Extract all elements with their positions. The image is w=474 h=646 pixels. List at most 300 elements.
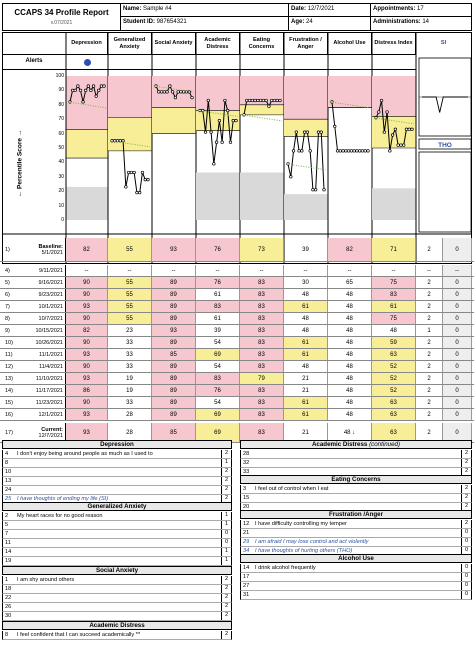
item-row bbox=[2, 486, 232, 495]
y-tick-label: 30 bbox=[58, 173, 64, 180]
data-point bbox=[224, 99, 227, 102]
table-cell: 39 bbox=[284, 238, 328, 261]
table-cell: 73 bbox=[240, 238, 284, 261]
table-cell: 61 bbox=[196, 289, 240, 300]
item-number: 32 bbox=[243, 460, 250, 466]
table-cell: 90 bbox=[66, 289, 108, 300]
table-cell: 54 bbox=[196, 397, 240, 408]
table-row bbox=[0, 397, 474, 409]
item-number: 8 bbox=[5, 460, 9, 466]
data-point bbox=[361, 150, 364, 153]
table-cell: -- bbox=[372, 265, 416, 276]
data-point bbox=[303, 131, 306, 134]
data-point bbox=[95, 95, 98, 98]
data-point bbox=[157, 91, 160, 94]
data-point bbox=[84, 89, 87, 92]
table-cell: 69 bbox=[196, 409, 240, 420]
item-number: 8 bbox=[5, 632, 9, 638]
data-point bbox=[323, 188, 326, 191]
table-cell: 83 bbox=[372, 289, 416, 300]
data-point bbox=[342, 150, 345, 153]
data-point bbox=[345, 150, 348, 153]
item-score: 0 bbox=[461, 582, 471, 590]
low-band bbox=[66, 187, 108, 220]
item-score: 0 bbox=[461, 547, 471, 555]
table-cell: 83 bbox=[240, 385, 284, 396]
data-point bbox=[204, 131, 207, 134]
data-point bbox=[221, 141, 224, 144]
item-row bbox=[240, 494, 472, 503]
table-cell: 63 bbox=[372, 409, 416, 420]
table-cell: 79 bbox=[240, 373, 284, 384]
table-cell: -- bbox=[108, 265, 152, 276]
data-point bbox=[320, 131, 323, 134]
item-number: 13 bbox=[5, 478, 12, 484]
table-row bbox=[0, 265, 474, 277]
table-cell: 89 bbox=[152, 409, 196, 420]
item-row bbox=[240, 591, 472, 600]
table-cell: 52 bbox=[372, 373, 416, 384]
data-point bbox=[138, 191, 141, 194]
table-cell: 28 bbox=[108, 409, 152, 420]
data-point bbox=[270, 99, 273, 102]
data-point bbox=[353, 150, 356, 153]
row-label: 10) 10/26/2021 bbox=[2, 337, 66, 348]
item-text: I have thoughts of ending my life (SI) bbox=[17, 496, 109, 502]
data-point bbox=[268, 105, 271, 108]
table-cell: 48 bbox=[328, 409, 372, 420]
item-number: 25 bbox=[5, 496, 12, 502]
table-cell: -- bbox=[416, 265, 443, 276]
table-cell: 61 bbox=[284, 337, 328, 348]
data-point bbox=[144, 178, 147, 181]
table-cell: 59 bbox=[372, 337, 416, 348]
table-cell: 83 bbox=[240, 337, 284, 348]
section-header-depression: Depression bbox=[2, 440, 232, 449]
table-cell: 0 bbox=[443, 337, 472, 348]
table-cell: 55 bbox=[108, 301, 152, 312]
column-header-depression: Depression bbox=[66, 33, 108, 54]
table-cell: 76 bbox=[196, 238, 240, 261]
table-cell: 65 bbox=[328, 277, 372, 288]
table-cell: 90 bbox=[66, 337, 108, 348]
data-point bbox=[397, 144, 400, 147]
item-row bbox=[240, 485, 472, 494]
table-cell: 0 bbox=[443, 409, 472, 420]
item-text: I have thoughts of hurting others (THO) bbox=[255, 548, 353, 554]
table-cell: 0 bbox=[443, 289, 472, 300]
table-cell: 93 bbox=[66, 301, 108, 312]
item-text: My heart races for no good reason bbox=[17, 513, 103, 519]
table-cell: 63 bbox=[372, 397, 416, 408]
table-cell: 2 bbox=[416, 313, 443, 324]
item-number: 14 bbox=[5, 549, 12, 555]
table-cell: 48 bbox=[328, 397, 372, 408]
item-text: I am afraid I may lose control and act violently bbox=[255, 539, 369, 545]
item-number: 18 bbox=[5, 586, 12, 592]
data-point bbox=[377, 111, 380, 114]
table-cell: 48 bbox=[328, 337, 372, 348]
table-cell: 61 bbox=[284, 349, 328, 360]
data-point bbox=[210, 131, 213, 134]
table-cell: 90 bbox=[66, 313, 108, 324]
table-cell: -- bbox=[196, 265, 240, 276]
data-point bbox=[127, 171, 130, 174]
table-cell: 83 bbox=[240, 313, 284, 324]
data-point bbox=[160, 91, 163, 94]
data-point bbox=[276, 99, 279, 102]
data-point bbox=[177, 91, 180, 94]
data-point bbox=[82, 101, 85, 104]
table-cell: 93 bbox=[66, 349, 108, 360]
moderate-band bbox=[152, 108, 196, 134]
data-point bbox=[229, 141, 232, 144]
table-cell: 89 bbox=[152, 289, 196, 300]
item-text: I feel out of control when I eat bbox=[255, 486, 329, 492]
table-cell: 2 bbox=[416, 289, 443, 300]
appointments-field: Appointments: 17 bbox=[373, 6, 424, 12]
table-cell: 33 bbox=[108, 337, 152, 348]
column-header-generalized-anxiety: Generalized Anxiety bbox=[108, 33, 152, 54]
item-score: 0 bbox=[461, 573, 471, 581]
table-cell: 48 bbox=[328, 385, 372, 396]
data-point bbox=[350, 150, 353, 153]
data-point bbox=[136, 191, 139, 194]
item-number: 5 bbox=[5, 522, 9, 528]
table-cell: 48 bbox=[328, 349, 372, 360]
low-band bbox=[372, 188, 416, 220]
item-score: 0 bbox=[461, 591, 471, 599]
item-text: I am shy around others bbox=[17, 577, 75, 583]
report-version: v.07/2021 bbox=[50, 20, 73, 26]
data-point bbox=[191, 96, 194, 99]
table-cell: 1 bbox=[416, 325, 443, 336]
item-score: 1 bbox=[221, 548, 231, 556]
table-cell: 48 bbox=[328, 301, 372, 312]
y-tick-label: 60 bbox=[58, 130, 64, 137]
table-cell: 89 bbox=[152, 301, 196, 312]
table-row bbox=[0, 289, 474, 301]
table-cell: 28 bbox=[108, 423, 152, 442]
table-cell: 21 bbox=[284, 373, 328, 384]
table-cell: 2 bbox=[416, 277, 443, 288]
data-point bbox=[226, 109, 229, 112]
data-point bbox=[364, 150, 367, 153]
item-score: 2 bbox=[461, 459, 471, 467]
data-point bbox=[314, 188, 317, 191]
data-point bbox=[254, 99, 257, 102]
data-point bbox=[163, 91, 166, 94]
data-point bbox=[79, 89, 82, 92]
data-point bbox=[174, 96, 177, 99]
data-point bbox=[289, 176, 292, 179]
data-point bbox=[317, 131, 320, 134]
table-cell: 48 bbox=[372, 325, 416, 336]
data-point bbox=[122, 140, 125, 143]
table-cell: -- bbox=[240, 265, 284, 276]
item-row bbox=[2, 539, 232, 548]
y-tick-label: 100 bbox=[55, 73, 64, 79]
item-score: 0 bbox=[221, 530, 231, 538]
item-number: 26 bbox=[5, 604, 12, 610]
section-header-soc-anx: Social Anxiety bbox=[2, 566, 232, 575]
table-cell: 93 bbox=[66, 373, 108, 384]
scale-trend-line bbox=[288, 132, 324, 190]
table-row bbox=[0, 325, 474, 337]
data-point bbox=[367, 150, 370, 153]
item-number: 30 bbox=[5, 613, 12, 619]
item-score: 2 bbox=[221, 468, 231, 476]
item-number: 28 bbox=[243, 451, 250, 457]
column-header-academic-distress: Academic Distress bbox=[196, 33, 240, 54]
item-score: 2 bbox=[221, 576, 231, 584]
y-tick-label: 80 bbox=[58, 101, 64, 108]
table-cell: 19 bbox=[108, 385, 152, 396]
item-row bbox=[2, 594, 232, 603]
item-number: 33 bbox=[243, 469, 250, 475]
item-number: 17 bbox=[243, 574, 250, 580]
table-cell: 0 bbox=[443, 373, 472, 384]
item-row bbox=[2, 612, 232, 621]
y-tick-label: 90 bbox=[58, 87, 64, 94]
table-cell: 33 bbox=[108, 361, 152, 372]
data-point bbox=[411, 128, 414, 131]
table-cell: 82 bbox=[66, 325, 108, 336]
table-cell: 54 bbox=[196, 361, 240, 372]
table-cell: 2 bbox=[416, 238, 443, 261]
table-cell: -- bbox=[66, 265, 108, 276]
data-point bbox=[391, 134, 394, 137]
item-row bbox=[2, 521, 232, 530]
table-cell: 93 bbox=[152, 238, 196, 261]
table-cell: 2 bbox=[416, 373, 443, 384]
table-cell: 48 bbox=[284, 313, 328, 324]
data-point bbox=[402, 144, 405, 147]
table-cell: 93 bbox=[66, 423, 108, 442]
data-point bbox=[333, 125, 336, 128]
item-text: I feel confident that I can succeed academically ** bbox=[17, 632, 141, 638]
elevated-band bbox=[284, 76, 328, 119]
section-header-gen-anx: Generalized Anxiety bbox=[2, 502, 232, 511]
table-cell: 90 bbox=[66, 277, 108, 288]
item-score: 2 bbox=[221, 631, 231, 639]
item-number: 24 bbox=[5, 487, 12, 493]
table-cell: 55 bbox=[108, 277, 152, 288]
item-row bbox=[2, 603, 232, 612]
table-cell: 89 bbox=[152, 361, 196, 372]
item-row bbox=[2, 459, 232, 468]
item-row bbox=[2, 548, 232, 557]
item-number: 1 bbox=[5, 577, 9, 583]
table-cell: 30 bbox=[284, 277, 328, 288]
item-score: 0 bbox=[221, 539, 231, 547]
data-point bbox=[141, 171, 144, 174]
data-point bbox=[74, 89, 77, 92]
table-row bbox=[0, 301, 474, 313]
data-point bbox=[100, 85, 103, 88]
student-id-field: Student ID: 987654321 bbox=[123, 19, 187, 25]
table-cell: 21 bbox=[284, 423, 328, 442]
table-cell: 2 bbox=[416, 385, 443, 396]
table-cell: 76 bbox=[196, 277, 240, 288]
table-cell: 83 bbox=[240, 289, 284, 300]
data-point bbox=[90, 89, 93, 92]
table-cell: 61 bbox=[284, 301, 328, 312]
table-cell: -- bbox=[443, 265, 472, 276]
column-header-distress-index: Distress Index bbox=[372, 33, 416, 54]
item-number: 29 bbox=[243, 539, 250, 545]
table-cell: 83 bbox=[240, 325, 284, 336]
table-cell: 89 bbox=[152, 337, 196, 348]
item-number: 21 bbox=[243, 530, 250, 536]
item-number: 10 bbox=[5, 469, 12, 475]
y-tick-label: 70 bbox=[58, 116, 64, 123]
table-cell: 83 bbox=[240, 397, 284, 408]
data-point bbox=[273, 99, 276, 102]
data-point bbox=[232, 119, 235, 122]
table-cell: 0 bbox=[443, 349, 472, 360]
table-cell: 2 bbox=[416, 423, 443, 442]
y-tick-label: 10 bbox=[58, 202, 64, 209]
table-cell: 83 bbox=[196, 373, 240, 384]
table-cell: 85 bbox=[152, 423, 196, 442]
row-label: 5) 9/16/2021 bbox=[2, 277, 66, 288]
row-label: 14) 11/17/2021 bbox=[2, 385, 66, 396]
item-row bbox=[240, 538, 472, 547]
data-point bbox=[339, 150, 342, 153]
data-point bbox=[125, 186, 128, 189]
low-band bbox=[240, 172, 284, 220]
table-cell: 61 bbox=[196, 313, 240, 324]
item-number: 2 bbox=[5, 513, 9, 519]
item-score: 0 bbox=[461, 538, 471, 546]
table-cell: 83 bbox=[240, 301, 284, 312]
table-cell: 48 bbox=[284, 325, 328, 336]
y-tick-label: 40 bbox=[58, 159, 64, 166]
table-cell: 48 bbox=[328, 325, 372, 336]
table-row bbox=[0, 277, 474, 289]
data-point bbox=[215, 141, 218, 144]
item-score: 1 bbox=[221, 521, 231, 529]
row-label: 7) 10/1/2021 bbox=[2, 301, 66, 312]
table-cell: 89 bbox=[152, 313, 196, 324]
data-point bbox=[147, 178, 150, 181]
data-point bbox=[97, 89, 100, 92]
table-cell: -- bbox=[284, 265, 328, 276]
data-point bbox=[309, 150, 312, 153]
item-number: 3 bbox=[243, 486, 247, 492]
table-cell: 2 bbox=[416, 361, 443, 372]
table-cell: 90 bbox=[66, 397, 108, 408]
row-label: 9) 10/15/2021 bbox=[2, 325, 66, 336]
table-cell: 63 bbox=[372, 349, 416, 360]
table-cell: 83 bbox=[240, 409, 284, 420]
item-number: 27 bbox=[243, 583, 250, 589]
table-cell: 90 bbox=[66, 361, 108, 372]
elevated-band bbox=[372, 76, 416, 116]
column-header-social-anxiety: Social Anxiety bbox=[152, 33, 196, 54]
table-cell: 83 bbox=[240, 423, 284, 442]
table-row bbox=[0, 337, 474, 349]
table-cell: 21 bbox=[284, 385, 328, 396]
table-cell: 75 bbox=[372, 313, 416, 324]
profile-plot bbox=[0, 0, 474, 264]
table-cell: 0 bbox=[443, 361, 472, 372]
data-point bbox=[248, 99, 251, 102]
table-cell: 0 bbox=[443, 423, 472, 442]
table-cell: 0 bbox=[443, 313, 472, 324]
table-cell: 83 bbox=[240, 277, 284, 288]
data-point bbox=[408, 128, 411, 131]
item-row bbox=[2, 530, 232, 539]
table-cell: 48 bbox=[328, 313, 372, 324]
item-row bbox=[240, 459, 472, 468]
low-band bbox=[196, 172, 240, 220]
row-label: 1) Baseline: 5/1/2021 bbox=[2, 238, 66, 261]
table-cell: 39 bbox=[196, 325, 240, 336]
data-point bbox=[301, 150, 304, 153]
item-row bbox=[240, 564, 472, 573]
data-point bbox=[166, 91, 169, 94]
item-row bbox=[2, 468, 232, 477]
table-row bbox=[0, 373, 474, 385]
item-number: 22 bbox=[5, 595, 12, 601]
data-point bbox=[119, 140, 122, 143]
item-score: 0 bbox=[461, 564, 471, 572]
moderate-band bbox=[240, 105, 284, 115]
table-cell: 48 bbox=[284, 289, 328, 300]
table-cell: 55 bbox=[108, 238, 152, 261]
data-point bbox=[259, 99, 262, 102]
data-point bbox=[356, 150, 359, 153]
baseline-reference bbox=[242, 115, 282, 121]
item-score: 2 bbox=[221, 477, 231, 485]
column-header-si: SI bbox=[416, 33, 472, 54]
item-number: 14 bbox=[243, 565, 250, 571]
table-cell: 89 bbox=[152, 277, 196, 288]
data-point bbox=[347, 150, 350, 153]
report-title: CCAPS 34 Profile Report bbox=[14, 8, 109, 17]
data-point bbox=[306, 131, 309, 134]
table-cell: 55 bbox=[108, 313, 152, 324]
data-point bbox=[180, 91, 183, 94]
data-point bbox=[394, 128, 397, 131]
item-score: 2 bbox=[461, 485, 471, 493]
table-cell: 85 bbox=[152, 349, 196, 360]
table-cell: 0 bbox=[443, 385, 472, 396]
item-number: 7 bbox=[5, 531, 9, 537]
elevated-band bbox=[66, 76, 108, 129]
data-point bbox=[213, 163, 216, 166]
table-cell: 89 bbox=[152, 385, 196, 396]
table-cell: 52 bbox=[372, 385, 416, 396]
y-tick-label: 50 bbox=[58, 145, 64, 151]
data-point bbox=[171, 91, 174, 94]
item-number: 34 bbox=[243, 548, 250, 554]
item-text: I have difficulty controlling my temper bbox=[255, 521, 347, 527]
low-band bbox=[284, 194, 328, 220]
table-row bbox=[0, 385, 474, 397]
data-point bbox=[257, 99, 260, 102]
data-point bbox=[380, 99, 383, 102]
data-point bbox=[386, 111, 389, 114]
section-header-acad-left: Academic Distress bbox=[2, 621, 232, 630]
item-number: 4 bbox=[5, 451, 9, 457]
item-row bbox=[240, 450, 472, 459]
elevated-band bbox=[196, 76, 240, 111]
item-score: 1 bbox=[221, 557, 231, 565]
table-cell: 82 bbox=[66, 238, 108, 261]
